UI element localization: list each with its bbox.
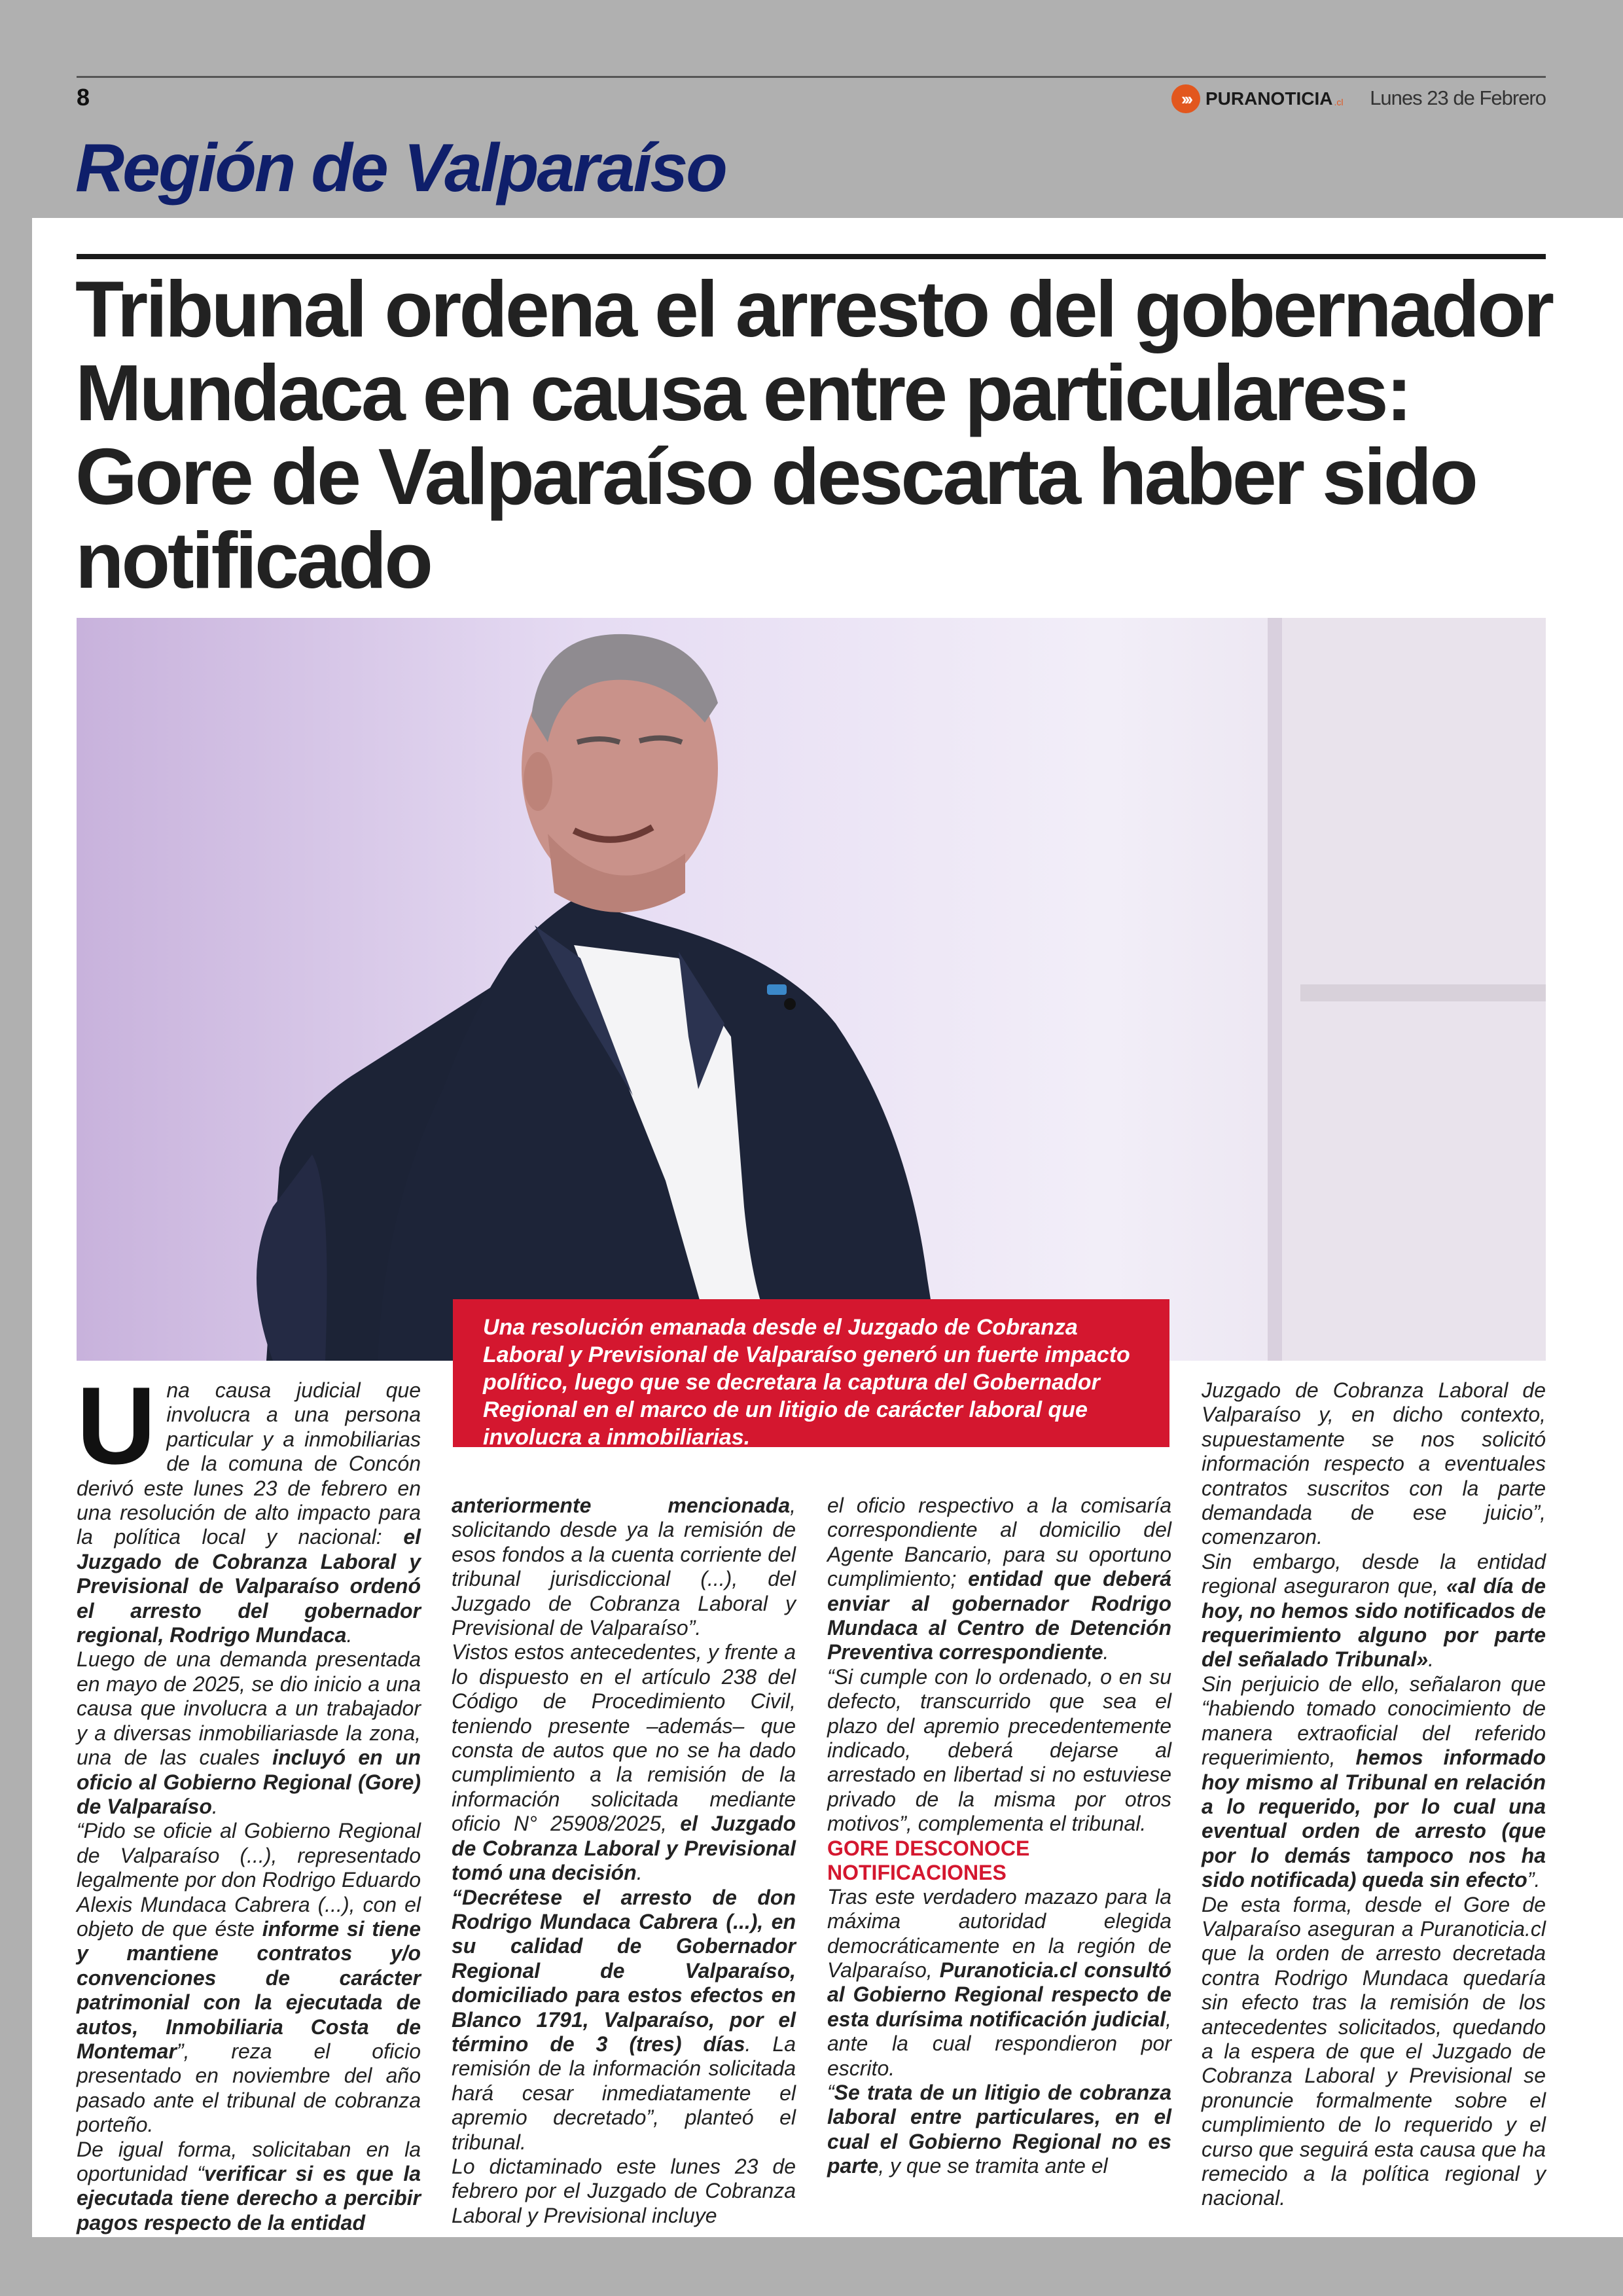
bold-run: informe si tiene y mantiene contratos y/o convenciones de carácter patrimonial con la ejecutada de autos, Inmobiliaria Costa de Montemar — [77, 1916, 421, 2063]
play-arrows-icon: ››› — [1171, 84, 1200, 113]
logo-tld: .cl — [1334, 97, 1344, 107]
text-run: “Si cumple con lo ordenado, o en su defecto, transcurrido que sea el plazo del apremio precedentemente indicado, deberá dejarse al arrestado en libertad si no estuviese privado de la misma por otros motivos”, complementa el tribunal. — [827, 1664, 1171, 1836]
text-run: . — [211, 1794, 218, 1818]
puranoticia-logo[interactable] — [1171, 84, 1343, 114]
headline-rule — [77, 254, 1546, 259]
col3-paragraph-1 — [827, 1494, 1171, 1665]
text-run: . — [1428, 1647, 1435, 1672]
bold-run: Puranoticia.cl consultó al Gobierno Regional respecto de esta durísima notificación judicial — [827, 1958, 1172, 2031]
column-3 — [827, 1494, 1171, 2179]
bold-run: «al día de hoy, no hemos sido notificados de requerimiento alguno por parte del señalado Tribunal» — [1202, 1574, 1546, 1672]
text-run: . — [636, 1861, 643, 1885]
text-run: , y que se tramita ante el — [878, 2154, 1108, 2178]
article-photo — [77, 618, 1546, 1361]
photo-caption: Una resolución emanada desde el Juzgado de Cobranza Laboral y Previsional de Valparaíso generó un fuerte impacto político, luego que se decretara la captura del Gobernador Regional en el marco de un litigio de carácter laboral que involucra a inmobiliarias. — [453, 1299, 1169, 1447]
text-run: . La remisión de la información solicitada hará cesar inmediatamente el apremio decretado”, planteó el tribunal. — [452, 2032, 796, 2154]
text-run: De igual forma, solicitaban en la oportunidad “ — [77, 2137, 421, 2185]
bold-run: Se trata de un litigio de cobranza laboral entre particulares, en el cual el Gobierno Regional no es parte — [827, 2080, 1171, 2178]
text-run: Lo dictaminado este lunes 23 de febrero por el Juzgado de Cobranza Laboral y Previsional incluye — [452, 2154, 796, 2227]
text-run: Tras este verdadero mazazo para la máxima autoridad elegida democráticamente en la región de Valparaíso, — [827, 1884, 1171, 1982]
page-number: 8 — [77, 84, 90, 111]
text-run: . — [346, 1623, 353, 1647]
col2-paragraph-1 — [452, 1494, 796, 1640]
issue-date: Lunes 23 de Febrero — [1370, 86, 1546, 109]
col4-paragraph-4 — [1202, 1893, 1546, 2211]
photo-illustration — [77, 618, 1546, 1361]
text-run: De esta forma, desde el Gore de Valparaíso aseguran a Puranoticia.cl que la orden de arresto decretada contra Rodrigo Mundaca quedaría sin efecto tras la remisión de los antecedentes solicitados, quedando a la espera de que el Juzgado de Cobranza Laboral y Previsional se pronuncie formalmente sobre el cumplimiento de lo requerido y el curso que seguirá esta causa que ha remecido a la política regional y nacional. — [1202, 1892, 1546, 2210]
text-run: “Pido se oficie al Gobierno Regional de Valparaíso (...), representado legalmente por don Rodrigo Eduardo Alexis Mundaca Cabrera (...), con el objeto de que éste — [77, 1819, 421, 1941]
bold-run: hemos informado hoy mismo al Tribunal en relación a lo requerido, por lo cual una eventual orden de arresto (que por lo demás tampoco nos ha sido notificada) queda sin efecto — [1202, 1746, 1546, 1892]
drop-cap: U — [77, 1364, 156, 1487]
bold-run: el Juzgado de Cobranza Laboral y Previsional de Valparaíso ordenó el arresto del gobernador regional, Rodrigo Mundaca — [77, 1525, 421, 1647]
text-run: . — [1103, 1640, 1109, 1664]
column-1 — [77, 1364, 421, 2235]
col1-paragraph-3 — [77, 1819, 421, 2137]
text-run: Juzgado de Cobranza Laboral de Valparaíso y, en dicho contexto, supuestamente se nos solicitó información respecto a eventuales contratos suscritos con la parte demandada de ese juicio”, comenzaron. — [1202, 1378, 1546, 1549]
col4-paragraph-1 — [1202, 1378, 1546, 1550]
col3-paragraph-2 — [827, 1665, 1171, 1837]
bold-run: entidad que deberá enviar al gobernador Rodrigo Mundaca al Centro de Detención Preventiva correspondiente — [827, 1567, 1172, 1664]
col3-paragraph-4 — [827, 2081, 1171, 2179]
column-2 — [452, 1494, 796, 2228]
text-run: “ — [827, 2080, 834, 2104]
text-run: ”. — [1527, 1868, 1541, 1892]
text-run: Vistos estos antecedentes, y frente a lo dispuesto en el artículo 238 del Código de Procedimiento Civil, teniendo presente –además– que consta de autos que no se ha dado cumplimiento a la remisión de la información solicitada mediante oficio N° 25908/2025, — [452, 1640, 796, 1836]
text-run: el oficio respectivo a la comisaría correspondiente al domicilio del Agente Bancario, para su oportuno cumplimiento; — [827, 1494, 1171, 1591]
col2-paragraph-4 — [452, 2155, 796, 2228]
subheading: GORE DESCONOCE NOTIFICACIONES — [827, 1836, 1030, 1884]
col3-paragraph-3 — [827, 1885, 1171, 2081]
col4-paragraph-3 — [1202, 1672, 1546, 1893]
col2-paragraph-2 — [452, 1640, 796, 1885]
bold-run: verificar si es que la ejecutada tiene derecho a percibir pagos respecto de la entidad — [77, 2162, 421, 2234]
col1-paragraph-2 — [77, 1647, 421, 1819]
text-run: Luego de una demanda presentada en mayo de 2025, se dio inicio a una causa que involucra a un trabajador y a diversas inmobiliariasde la zona, una de las cuales — [77, 1647, 421, 1770]
article-headline: Tribunal ordena el arresto del gobernador Mundaca en causa entre particulares: Gore de Valparaíso descarta haber sido notificado — [75, 264, 1552, 605]
text-run: na causa judicial que involucra a una persona particular y a inmobiliarias de la comuna de Concón derivó este lunes 23 de febrero en una resolución de alto impacto para la política local y nacional: — [77, 1378, 421, 1549]
text-run: Sin embargo, desde la entidad regional aseguraron que, — [1202, 1549, 1546, 1598]
bold-run: incluyó en un oficio al Gobierno Regional (Gore) de Valparaíso — [77, 1746, 421, 1818]
col1-paragraph-4 — [77, 2138, 421, 2236]
col2-paragraph-3 — [452, 1886, 796, 2155]
column-4 — [1202, 1378, 1546, 2211]
text-run: ”, reza el oficio presentado en noviembre del año pasado ante el tribunal de cobranza porteño. — [77, 2039, 421, 2137]
bold-run: “Decrétese el arresto de don Rodrigo Mundaca Cabrera (...), en su calidad de Gobernador Regional de Valparaíso, domiciliado para estos efectos en Blanco 1791, Valparaíso, por el término de 3 (tres) días — [452, 1885, 796, 2056]
bold-run: anteriormente mencionada — [452, 1494, 791, 1517]
top-rule — [77, 76, 1546, 78]
bold-run: el Juzgado de Cobranza Laboral y Previsional tomó una decisión — [452, 1812, 796, 1885]
col4-paragraph-2 — [1202, 1550, 1546, 1672]
logo-text: PURANOTICIA — [1205, 88, 1333, 109]
text-run: Sin perjuicio de ello, señalaron que “habiendo tomado conocimiento de manera extraoficial del referido requerimiento, — [1202, 1672, 1546, 1770]
text-run: , ante la cual respondieron por escrito. — [827, 2007, 1171, 2080]
section-title: Región de Valparaíso — [75, 130, 726, 206]
text-run: , solicitando desde ya la remisión de esos fondos a la cuenta corriente del tribunal jurisdiccional (...), del Juzgado de Cobranza Laboral y Previsional de Valparaíso”. — [452, 1494, 796, 1640]
